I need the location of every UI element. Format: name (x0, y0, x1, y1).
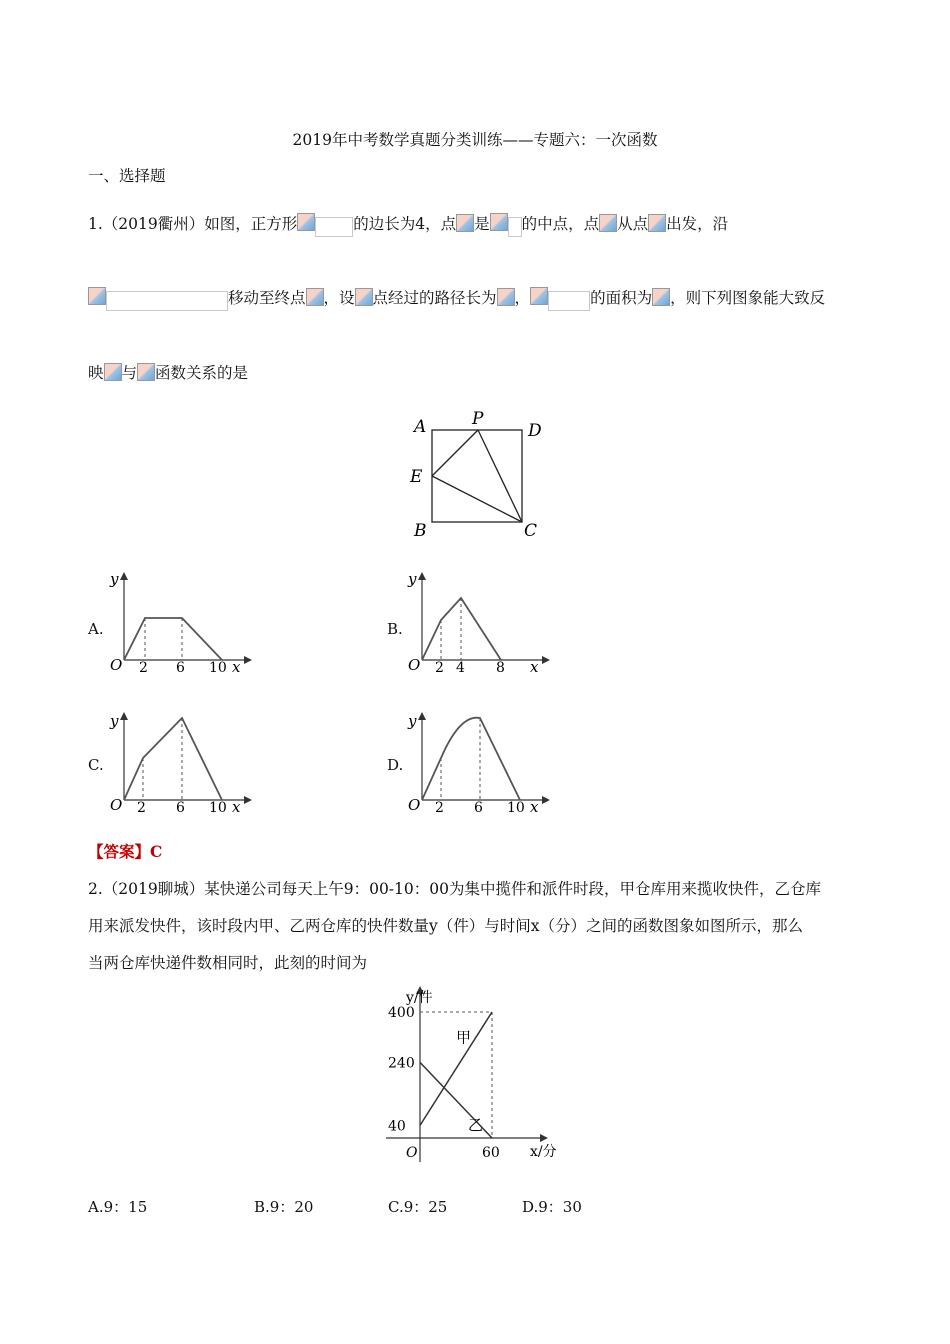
origin-label: O (408, 656, 421, 674)
segment-pc (478, 430, 522, 522)
option-d-label: D. (387, 756, 404, 774)
label-p: P (472, 410, 484, 429)
label-b: B (414, 521, 427, 541)
tick-label: 10 (209, 660, 227, 676)
choice-d[interactable]: D.9：30 (522, 1198, 582, 1216)
option-c-label: C. (88, 756, 104, 774)
q1-text: 点经过的路径长为 (372, 289, 497, 307)
x-axis-arrow-icon (540, 1134, 548, 1142)
q2-line-1: 2.（2019聊城）某快递公司每天上午9：00-10：00为集中揽件和派件时段，甲仓库用来揽收快件，乙仓库 (88, 880, 822, 898)
broken-image-icon (497, 288, 515, 310)
y-label: y (408, 570, 417, 588)
q2-line-3: 当两仓库快递件数相同时，此刻的时间为 (88, 954, 368, 972)
broken-image-icon (530, 287, 590, 311)
tick-label: 2 (139, 660, 148, 676)
choice-b[interactable]: B.9：20 (254, 1198, 314, 1216)
tick-label: 6 (176, 800, 185, 816)
tick-label: 8 (496, 660, 505, 676)
x-label: x (232, 658, 241, 676)
option-c-graph (104, 708, 254, 818)
q1-text: 的边长为4，点 (353, 215, 457, 233)
q1-text: 出发，沿 (666, 215, 729, 233)
series-label: 乙 (468, 1116, 484, 1135)
label-d: D (528, 421, 542, 441)
option-b-graph (402, 568, 552, 678)
origin-label: O (408, 796, 421, 814)
y-label: y (110, 712, 119, 730)
q1-line-1 (88, 212, 728, 237)
x-label: x (530, 798, 539, 816)
q1-text: 的面积为 (590, 289, 653, 307)
y-axis-arrow-icon (120, 712, 128, 720)
q1-text: 映 (88, 364, 104, 382)
tick-label: 2 (435, 660, 444, 676)
broken-image-icon (652, 288, 670, 310)
square-figure (400, 410, 550, 545)
x-axis-arrow-icon (542, 796, 550, 804)
tick-label: 10 (209, 800, 227, 816)
x-tick-label: 60 (482, 1145, 500, 1161)
option-b-label: B. (387, 620, 403, 638)
origin-label: O (110, 656, 123, 674)
option-a-label: A. (88, 620, 104, 638)
q2-choices (88, 1196, 582, 1217)
origin-label: O (110, 796, 123, 814)
q1-line-3 (88, 361, 248, 385)
y-tick-label: 240 (388, 1055, 415, 1072)
series-label: 甲 (456, 1028, 472, 1047)
tick-label: 2 (137, 800, 146, 816)
broken-image-icon (599, 214, 617, 236)
choice-c[interactable]: C.9：25 (388, 1198, 448, 1216)
q1-text: 与 (121, 364, 138, 382)
broken-image-icon (355, 288, 373, 310)
tick-label: 4 (456, 660, 465, 676)
y-axis-arrow-icon (120, 572, 128, 580)
y-axis-arrow-icon (418, 572, 426, 580)
segment-ep (432, 430, 478, 476)
q1-text: ，设 (323, 289, 355, 307)
option-d-graph (402, 708, 552, 818)
y-label: y (408, 712, 417, 730)
x-axis-arrow-icon (244, 656, 252, 664)
broken-image-icon (490, 213, 522, 237)
x-label: x (232, 798, 241, 816)
origin-label: O (406, 1145, 418, 1161)
q1-text: 从点 (617, 215, 649, 233)
broken-image-icon (297, 213, 353, 237)
q2-line-2: 用来派发快件，该时段内甲、乙两仓库的快件数量y（件）与时间x（分）之间的函数图象如图所示，那么 (88, 917, 804, 935)
broken-image-icon (104, 363, 122, 385)
broken-image-icon (456, 214, 474, 236)
label-e: E (410, 467, 423, 487)
q1-text: 是 (474, 215, 490, 233)
graph-line (124, 618, 222, 660)
q1-text: ，则下列图象能大致反 (670, 289, 826, 307)
q1-text: 移动至终点 (228, 289, 306, 307)
section-heading: 一、选择题 (88, 167, 166, 185)
y-tick-label: 40 (388, 1118, 406, 1135)
broken-image-icon (648, 214, 666, 236)
x-axis-arrow-icon (542, 656, 550, 664)
graph-line (422, 718, 520, 800)
graph-line (124, 718, 222, 800)
q2-chart (380, 980, 580, 1170)
tick-label: 10 (507, 800, 525, 816)
x-label: x (530, 658, 539, 676)
answer-text: 【答案】C (88, 842, 163, 861)
broken-image-icon (88, 287, 228, 311)
y-axis-label: y/件 (406, 990, 433, 1006)
choice-a[interactable]: A.9：15 (88, 1198, 148, 1216)
label-c: C (524, 521, 538, 541)
y-tick-label: 400 (388, 1005, 415, 1021)
label-a: A (414, 417, 427, 437)
x-axis-label: x/分 (530, 1144, 557, 1160)
x-axis-arrow-icon (244, 796, 252, 804)
q1-text: ， (514, 289, 531, 307)
option-a-graph (104, 568, 254, 678)
q1-text: 的中点，点 (521, 215, 600, 233)
q1-line-2 (88, 286, 825, 311)
broken-image-icon (306, 288, 324, 310)
tick-label: 6 (474, 800, 483, 816)
tick-label: 2 (435, 800, 444, 816)
tick-label: 6 (176, 660, 185, 676)
broken-image-icon (137, 363, 155, 385)
q1-text: 函数关系的是 (155, 364, 249, 382)
y-axis-arrow-icon (418, 712, 426, 720)
q1-text: 1.（2019衢州）如图，正方形 (88, 215, 298, 233)
segment-ec (432, 476, 522, 522)
y-label: y (110, 570, 119, 588)
square-abcd (432, 430, 522, 522)
page-title: 2019年中考数学真题分类训练——专题六：一次函数 (292, 131, 658, 149)
